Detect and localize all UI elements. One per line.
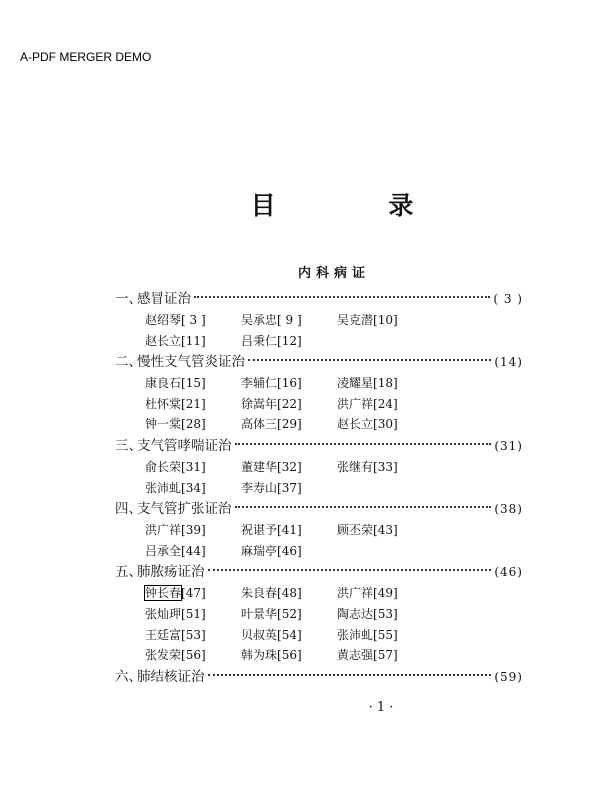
- toc-entry[interactable]: [337, 604, 433, 625]
- entry-page-ref: [51]: [181, 606, 206, 621]
- entry-page-ref: [ 3 ]: [181, 313, 206, 327]
- entry-page-ref: [49]: [373, 586, 398, 601]
- entry-author: 高体三: [241, 417, 278, 432]
- entry-page-ref: [54]: [277, 627, 302, 642]
- toc-section-heading[interactable]: [115, 435, 523, 457]
- page-title: 目 录: [250, 191, 466, 220]
- entry-page-ref: [34]: [181, 480, 206, 495]
- entry-page-ref: [31]: [181, 459, 206, 474]
- entry-author: 徐嵩年: [241, 396, 278, 411]
- toc-section-heading[interactable]: [115, 498, 523, 520]
- entry-page-ref: [ 9 ]: [277, 313, 302, 327]
- entry-page-ref: [53]: [181, 627, 206, 642]
- entry-page-ref: [46]: [277, 543, 302, 558]
- entry-page-ref: [30]: [373, 417, 398, 432]
- toc-entry[interactable]: [145, 373, 241, 394]
- entry-page-ref: [11]: [181, 333, 206, 348]
- entry-row: [145, 310, 523, 331]
- entry-author: 吕承全: [145, 543, 182, 558]
- entry-author: 杜怀棠: [145, 396, 182, 411]
- entry-page-ref: [43]: [373, 523, 398, 538]
- entry-author: 张发荣: [145, 648, 182, 663]
- toc-entry[interactable]: [145, 645, 241, 666]
- entry-page-ref: [57]: [373, 648, 398, 663]
- toc-section-heading[interactable]: [115, 288, 523, 310]
- toc-entry[interactable]: [337, 414, 433, 435]
- entry-author: 顾丕荣: [337, 523, 374, 538]
- section-entries: [115, 373, 523, 435]
- entry-author: 吴承忠: [241, 313, 278, 327]
- toc-entry[interactable]: [241, 373, 337, 394]
- entry-page-ref: [47]: [181, 586, 206, 601]
- toc-section-heading[interactable]: [115, 666, 523, 688]
- entry-author: 李寿山: [241, 480, 278, 495]
- entry-author: 叶景华: [241, 606, 278, 621]
- toc-entry[interactable]: [337, 520, 433, 541]
- entry-author: 赵长立: [145, 333, 182, 348]
- toc-entry[interactable]: [145, 583, 241, 604]
- toc-entry[interactable]: [241, 625, 337, 646]
- section-page-number: (59): [494, 669, 523, 684]
- entry-author: 洪广祥: [337, 396, 374, 411]
- section-title: 慢性支气管炎证治: [137, 354, 245, 371]
- toc-entry[interactable]: [337, 457, 433, 478]
- entry-author: 张继有: [337, 459, 374, 474]
- table-of-contents: [115, 288, 523, 688]
- dot-leader: [208, 569, 492, 571]
- section-page-number: (38): [494, 502, 523, 517]
- section-entries: [115, 457, 523, 498]
- entry-page-ref: [56]: [277, 648, 302, 663]
- toc-entry[interactable]: [241, 604, 337, 625]
- toc-entry[interactable]: [145, 331, 241, 352]
- entry-author: 张灿玾: [145, 606, 182, 621]
- section-number: 六、: [115, 668, 142, 685]
- toc-entry[interactable]: [241, 541, 337, 562]
- entry-author: 赵绍琴: [145, 313, 182, 327]
- dot-leader: [208, 674, 492, 676]
- toc-entry[interactable]: [145, 310, 241, 331]
- entry-author: 贝叔英: [241, 627, 278, 642]
- entry-page-ref: [32]: [277, 459, 302, 474]
- section-page-number: ( 3 ): [493, 292, 523, 306]
- section-title: 肺结核证治: [137, 668, 205, 685]
- toc-entry[interactable]: [337, 645, 433, 666]
- section-subtitle: 内科病证: [297, 266, 370, 281]
- section-number: 五、: [115, 564, 142, 581]
- entry-author: 钟一棠: [145, 417, 182, 432]
- toc-entry[interactable]: [145, 394, 241, 415]
- entry-page-ref: [48]: [277, 586, 302, 601]
- toc-entry[interactable]: [241, 457, 337, 478]
- entry-author: 陶志达: [337, 606, 374, 621]
- entry-page-ref: [16]: [277, 376, 302, 391]
- entry-row: [145, 414, 523, 435]
- section-number: 四、: [115, 501, 142, 518]
- entry-page-ref: [12]: [277, 333, 302, 348]
- watermark-text: A-PDF MERGER DEMO: [20, 50, 152, 64]
- toc-entry[interactable]: [145, 541, 241, 562]
- entry-page-ref: [10]: [373, 313, 398, 327]
- section-number: 二、: [115, 354, 142, 371]
- section-page-number: (31): [494, 438, 523, 453]
- section-entries: [115, 520, 523, 561]
- entry-row: [145, 520, 523, 541]
- toc-entry[interactable]: [241, 331, 337, 352]
- entry-author: 康良石: [145, 376, 182, 391]
- toc-entry[interactable]: [337, 394, 433, 415]
- section-number: 一、: [115, 291, 142, 307]
- entry-page-ref: [44]: [181, 543, 206, 558]
- entry-page-ref: [52]: [277, 606, 302, 621]
- entry-row: [145, 457, 523, 478]
- entry-author: 张沛虬: [337, 627, 374, 642]
- toc-section-heading[interactable]: [115, 561, 523, 583]
- toc-entry[interactable]: [241, 478, 337, 499]
- section-title: 肺脓疡证治: [137, 564, 205, 581]
- entry-page-ref: [28]: [181, 417, 206, 432]
- entry-row: [145, 478, 523, 499]
- entry-author: 张沛虬: [145, 480, 182, 495]
- section-number: 三、: [115, 437, 142, 454]
- entry-page-ref: [33]: [373, 459, 398, 474]
- section-entries: [115, 583, 523, 665]
- toc-entry[interactable]: [145, 520, 241, 541]
- entry-author: 凌耀星: [337, 376, 374, 391]
- entry-row: [145, 331, 523, 352]
- entry-author: 董建华: [241, 459, 278, 474]
- entry-row: [145, 604, 523, 625]
- section-page-number: (46): [494, 565, 523, 580]
- section-title: 支气管扩张证治: [137, 501, 232, 518]
- entry-author: 韩为珠: [241, 648, 278, 663]
- dot-leader: [248, 359, 491, 361]
- toc-entry[interactable]: [337, 583, 433, 604]
- entry-author: 赵长立: [337, 417, 374, 432]
- entry-author: 李辅仁: [241, 376, 278, 391]
- toc-entry[interactable]: [337, 310, 433, 331]
- entry-page-ref: [39]: [181, 523, 206, 538]
- toc-entry[interactable]: [241, 583, 337, 604]
- toc-entry[interactable]: [337, 625, 433, 646]
- dot-leader: [194, 296, 490, 298]
- toc-entry[interactable]: [145, 414, 241, 435]
- toc-entry[interactable]: [145, 457, 241, 478]
- toc-entry[interactable]: [145, 604, 241, 625]
- entry-author: 钟长春: [145, 586, 182, 601]
- toc-entry[interactable]: [145, 625, 241, 646]
- toc-entry[interactable]: [241, 394, 337, 415]
- entry-author: 吴克潜: [337, 313, 374, 327]
- entry-author: 洪广祥: [337, 586, 374, 601]
- entry-row: [145, 541, 523, 562]
- toc-entry[interactable]: [241, 310, 337, 331]
- entry-row: [145, 373, 523, 394]
- entry-author: 祝谌予: [241, 523, 278, 538]
- toc-entry[interactable]: [241, 414, 337, 435]
- dot-leader: [235, 506, 492, 508]
- dot-leader: [235, 443, 492, 445]
- toc-entry[interactable]: [241, 645, 337, 666]
- entry-author: 洪广祥: [145, 523, 182, 538]
- toc-entry[interactable]: [241, 520, 337, 541]
- entry-author: 朱良春: [241, 586, 278, 601]
- entry-row: [145, 394, 523, 415]
- entry-author: 吕秉仁: [241, 333, 278, 348]
- entry-page-ref: [37]: [277, 480, 302, 495]
- entry-page-ref: [18]: [373, 376, 398, 391]
- entry-row: [145, 625, 523, 646]
- entry-row: [145, 583, 523, 604]
- toc-entry[interactable]: [145, 478, 241, 499]
- section-title: 感冒证治: [137, 291, 191, 307]
- entry-author: 俞长荣: [145, 459, 182, 474]
- entry-page-ref: [29]: [277, 417, 302, 432]
- section-title: 支气管哮喘证治: [137, 437, 232, 454]
- section-entries: [115, 310, 523, 351]
- toc-entry[interactable]: [337, 373, 433, 394]
- entry-author: 黄志强: [337, 648, 374, 663]
- toc-section-heading[interactable]: [115, 351, 523, 373]
- entry-page-ref: [21]: [181, 396, 206, 411]
- entry-page-ref: [55]: [373, 627, 398, 642]
- entry-page-ref: [22]: [277, 396, 302, 411]
- section-page-number: (14): [494, 355, 523, 370]
- entry-author: 麻瑞亭: [241, 543, 278, 558]
- entry-page-ref: [15]: [181, 376, 206, 391]
- entry-page-ref: [24]: [373, 396, 398, 411]
- page-number: · 1 ·: [368, 700, 394, 715]
- entry-author: 王廷富: [145, 627, 182, 642]
- entry-page-ref: [41]: [277, 523, 302, 538]
- entry-page-ref: [53]: [373, 606, 398, 621]
- entry-page-ref: [56]: [181, 648, 206, 663]
- entry-row: [145, 645, 523, 666]
